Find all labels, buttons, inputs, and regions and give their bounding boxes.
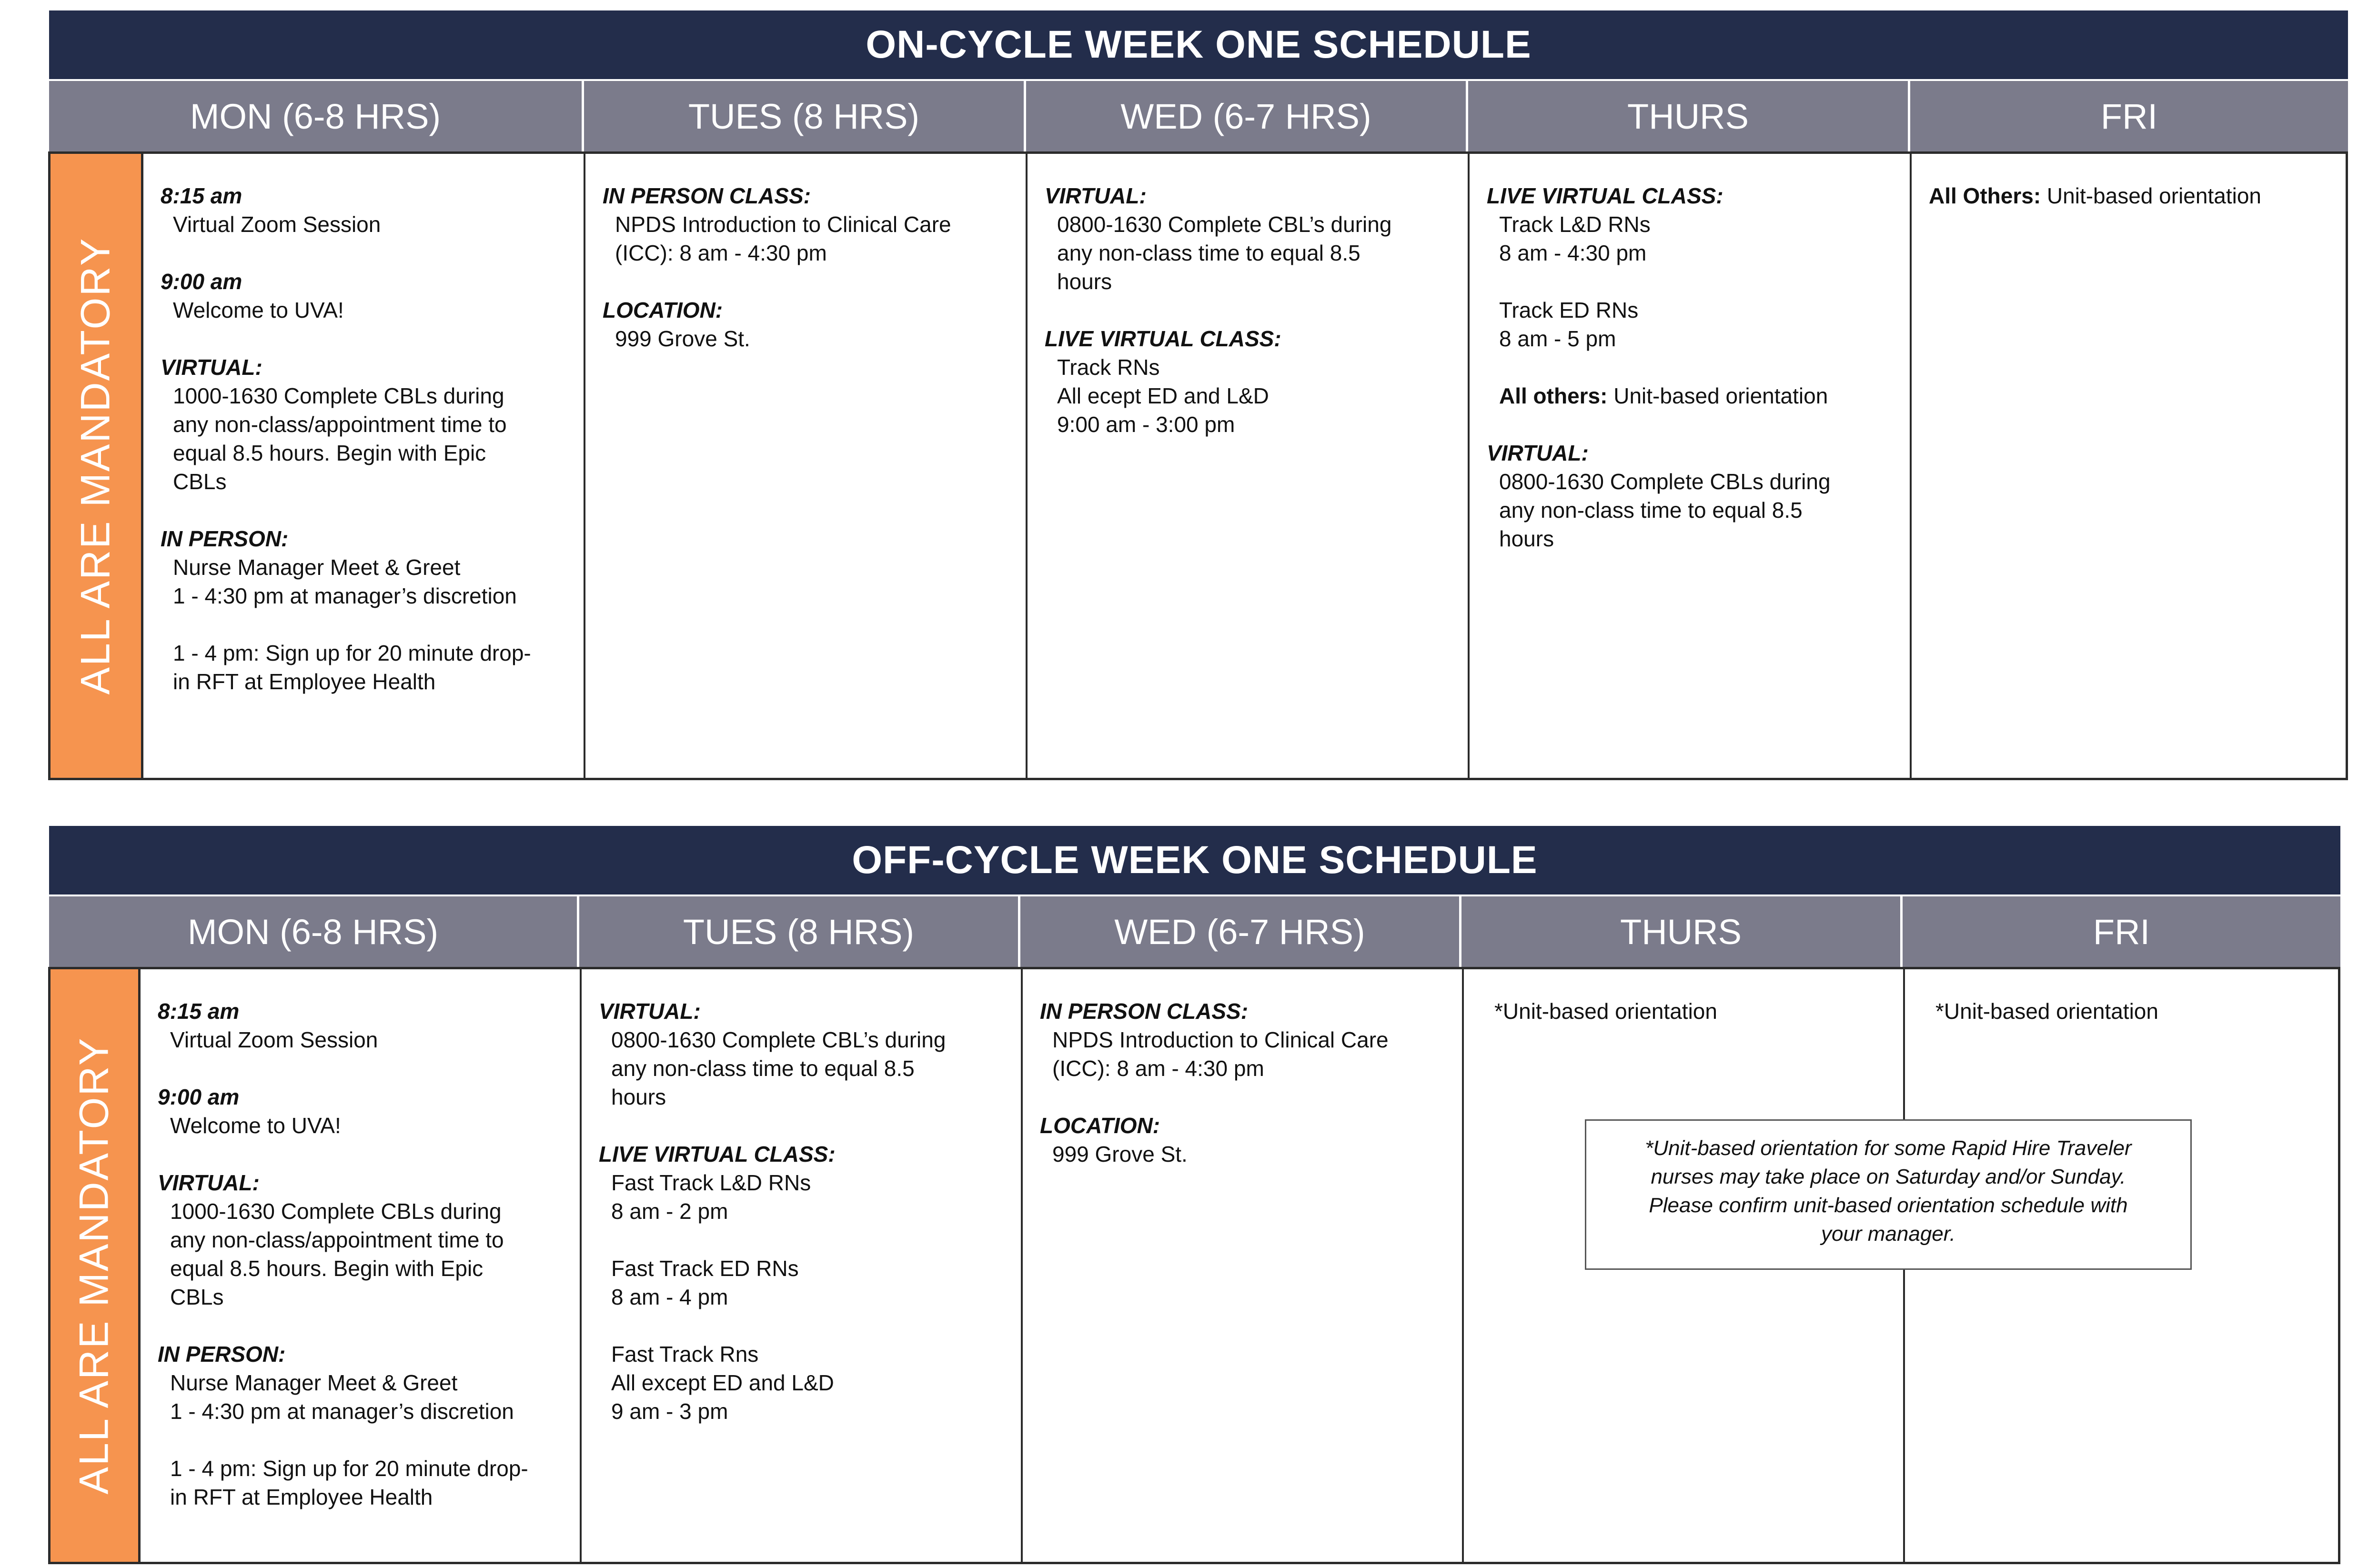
text-line: Fast Track ED RNs <box>611 1256 799 1281</box>
on-cycle-grid <box>48 151 2348 780</box>
text-line: Track L&D RNs <box>1499 212 1651 237</box>
on-cycle-side-label: ALL ARE MANDATORY <box>72 237 119 695</box>
label: 8:15 am <box>161 183 242 208</box>
off-cycle-mon-cell <box>141 969 582 1562</box>
note-line: Please confirm unit-based orientation schedule with <box>1649 1194 2128 1217</box>
text-line: Nurse Manager Meet & Greet <box>173 555 461 580</box>
off-cycle-day-wed: WED (6-7 HRS) <box>1018 896 1459 967</box>
label: 9:00 am <box>161 269 242 294</box>
text-line: 0800-1630 Complete CBL’s during <box>611 1027 946 1052</box>
on-cycle-mon-cell <box>143 154 585 778</box>
text-line: hours <box>1499 526 1554 551</box>
label: All others: <box>1499 383 1608 408</box>
text-line: in RFT at Employee Health <box>170 1485 433 1509</box>
on-cycle-wed-cell <box>1028 154 1470 778</box>
label: 9:00 am <box>158 1085 240 1109</box>
label: VIRTUAL: <box>1487 441 1589 465</box>
text-line: 8 am - 5 pm <box>1499 326 1616 351</box>
off-cycle-day-tue: TUES (8 HRS) <box>577 896 1018 967</box>
text-line: *Unit-based orientation <box>1494 999 1717 1024</box>
label: LIVE VIRTUAL CLASS: <box>1487 183 1723 208</box>
text-line: NPDS Introduction to Clinical Care <box>1052 1027 1389 1052</box>
label: LOCATION: <box>603 298 723 322</box>
text-line: 0800-1630 Complete CBL’s during <box>1057 212 1392 237</box>
text-line: Fast Track L&D RNs <box>611 1170 811 1195</box>
text-line: (ICC): 8 am - 4:30 pm <box>1052 1056 1264 1081</box>
text-line: any non-class time to equal 8.5 <box>611 1056 915 1081</box>
label: IN PERSON CLASS: <box>1040 999 1249 1024</box>
note-line: nurses may take place on Saturday and/or Sunday. <box>1651 1165 2126 1188</box>
text-line: 1000-1630 Complete CBLs during <box>173 383 504 408</box>
weekend-orientation-note <box>1585 1119 2192 1270</box>
text-line: Track RNs <box>1057 355 1160 380</box>
text-line: All ecept ED and L&D <box>1057 383 1269 408</box>
text-line: 999 Grove St. <box>1052 1142 1188 1166</box>
off-cycle-side-label: ALL ARE MANDATORY <box>71 1036 117 1495</box>
off-cycle-day-header-row <box>49 896 2340 967</box>
text-line: 0800-1630 Complete CBLs during <box>1499 469 1831 494</box>
on-cycle-day-header-row <box>49 81 2348 151</box>
text-line: NPDS Introduction to Clinical Care <box>615 212 951 237</box>
text-line: 1 - 4:30 pm at manager’s discretion <box>173 583 517 608</box>
text-line: 9 am - 3 pm <box>611 1399 728 1424</box>
note-line: your manager. <box>1821 1222 1956 1246</box>
text-line: hours <box>1057 269 1112 294</box>
on-cycle-day-thu: THURS <box>1466 81 1908 151</box>
note-line: *Unit-based orientation for some Rapid Hire Traveler <box>1645 1136 2132 1160</box>
text-line: in RFT at Employee Health <box>173 669 436 694</box>
on-cycle-tue-cell <box>585 154 1028 778</box>
off-cycle-day-fri: FRI <box>1900 896 2340 967</box>
text-line: 1 - 4 pm: Sign up for 20 minute drop- <box>173 641 531 665</box>
text-line: Track ED RNs <box>1499 298 1639 322</box>
label: VIRTUAL: <box>161 355 262 380</box>
text-line: any non-class time to equal 8.5 <box>1057 241 1360 265</box>
text-line <box>1487 382 1894 410</box>
text: Unit-based orientation <box>1607 383 1828 408</box>
text-line: 8 am - 2 pm <box>611 1199 728 1224</box>
text-line: (ICC): 8 am - 4:30 pm <box>615 241 827 265</box>
text-line: any non-class/appointment time to <box>173 412 507 437</box>
text-line: CBLs <box>170 1285 224 1309</box>
text-line: 1 - 4:30 pm at manager’s discretion <box>170 1399 514 1424</box>
on-cycle-thu-cell <box>1470 154 1912 778</box>
label: VIRTUAL: <box>1045 183 1147 208</box>
text-line: *Unit-based orientation <box>1935 999 2158 1024</box>
text-line: 999 Grove St. <box>615 326 750 351</box>
label: All Others: <box>1929 183 2041 208</box>
off-cycle-day-thu: THURS <box>1459 896 1900 967</box>
text-line: 8 am - 4 pm <box>611 1285 728 1309</box>
label: 8:15 am <box>158 999 240 1024</box>
label: LOCATION: <box>1040 1113 1160 1138</box>
off-cycle-side-banner <box>50 969 141 1562</box>
label: LIVE VIRTUAL CLASS: <box>1045 326 1281 351</box>
off-cycle-tue-cell <box>582 969 1023 1562</box>
label: IN PERSON: <box>158 1342 286 1367</box>
on-cycle-day-tue: TUES (8 HRS) <box>582 81 1024 151</box>
label: VIRTUAL: <box>599 999 701 1024</box>
text-line: Virtual Zoom Session <box>170 1027 378 1052</box>
on-cycle-title: ON-CYCLE WEEK ONE SCHEDULE <box>49 10 2348 79</box>
text-line: All except ED and L&D <box>611 1370 834 1395</box>
off-cycle-wed-cell <box>1023 969 1464 1562</box>
label: LIVE VIRTUAL CLASS: <box>599 1142 836 1166</box>
text-line: Welcome to UVA! <box>170 1113 341 1138</box>
off-cycle-title: OFF-CYCLE WEEK ONE SCHEDULE <box>49 826 2340 895</box>
text-line: Fast Track Rns <box>611 1342 759 1367</box>
text-line: hours <box>611 1085 666 1109</box>
text: Unit-based orientation <box>2041 183 2261 208</box>
on-cycle-day-wed: WED (6-7 HRS) <box>1024 81 1466 151</box>
on-cycle-fri-cell <box>1912 154 2349 778</box>
text-line: CBLs <box>173 469 227 494</box>
text-line: Nurse Manager Meet & Greet <box>170 1370 458 1395</box>
text-line: Welcome to UVA! <box>173 298 344 322</box>
text-line: 8 am - 4:30 pm <box>1499 241 1647 265</box>
on-cycle-day-fri: FRI <box>1908 81 2348 151</box>
text-line: equal 8.5 hours. Begin with Epic <box>173 441 486 465</box>
on-cycle-side-banner <box>50 154 143 778</box>
label: IN PERSON CLASS: <box>603 183 811 208</box>
text-line: 9:00 am - 3:00 pm <box>1057 412 1235 437</box>
text-line: 1000-1630 Complete CBLs during <box>170 1199 502 1224</box>
label: VIRTUAL: <box>158 1170 260 1195</box>
text-line: Virtual Zoom Session <box>173 212 381 237</box>
text-line: any non-class/appointment time to <box>170 1227 504 1252</box>
label: IN PERSON: <box>161 526 289 551</box>
on-cycle-day-mon: MON (6-8 HRS) <box>49 81 582 151</box>
text-line: any non-class time to equal 8.5 <box>1499 498 1803 523</box>
off-cycle-day-mon: MON (6-8 HRS) <box>49 896 577 967</box>
text-line: 1 - 4 pm: Sign up for 20 minute drop- <box>170 1456 528 1481</box>
text-line: equal 8.5 hours. Begin with Epic <box>170 1256 484 1281</box>
